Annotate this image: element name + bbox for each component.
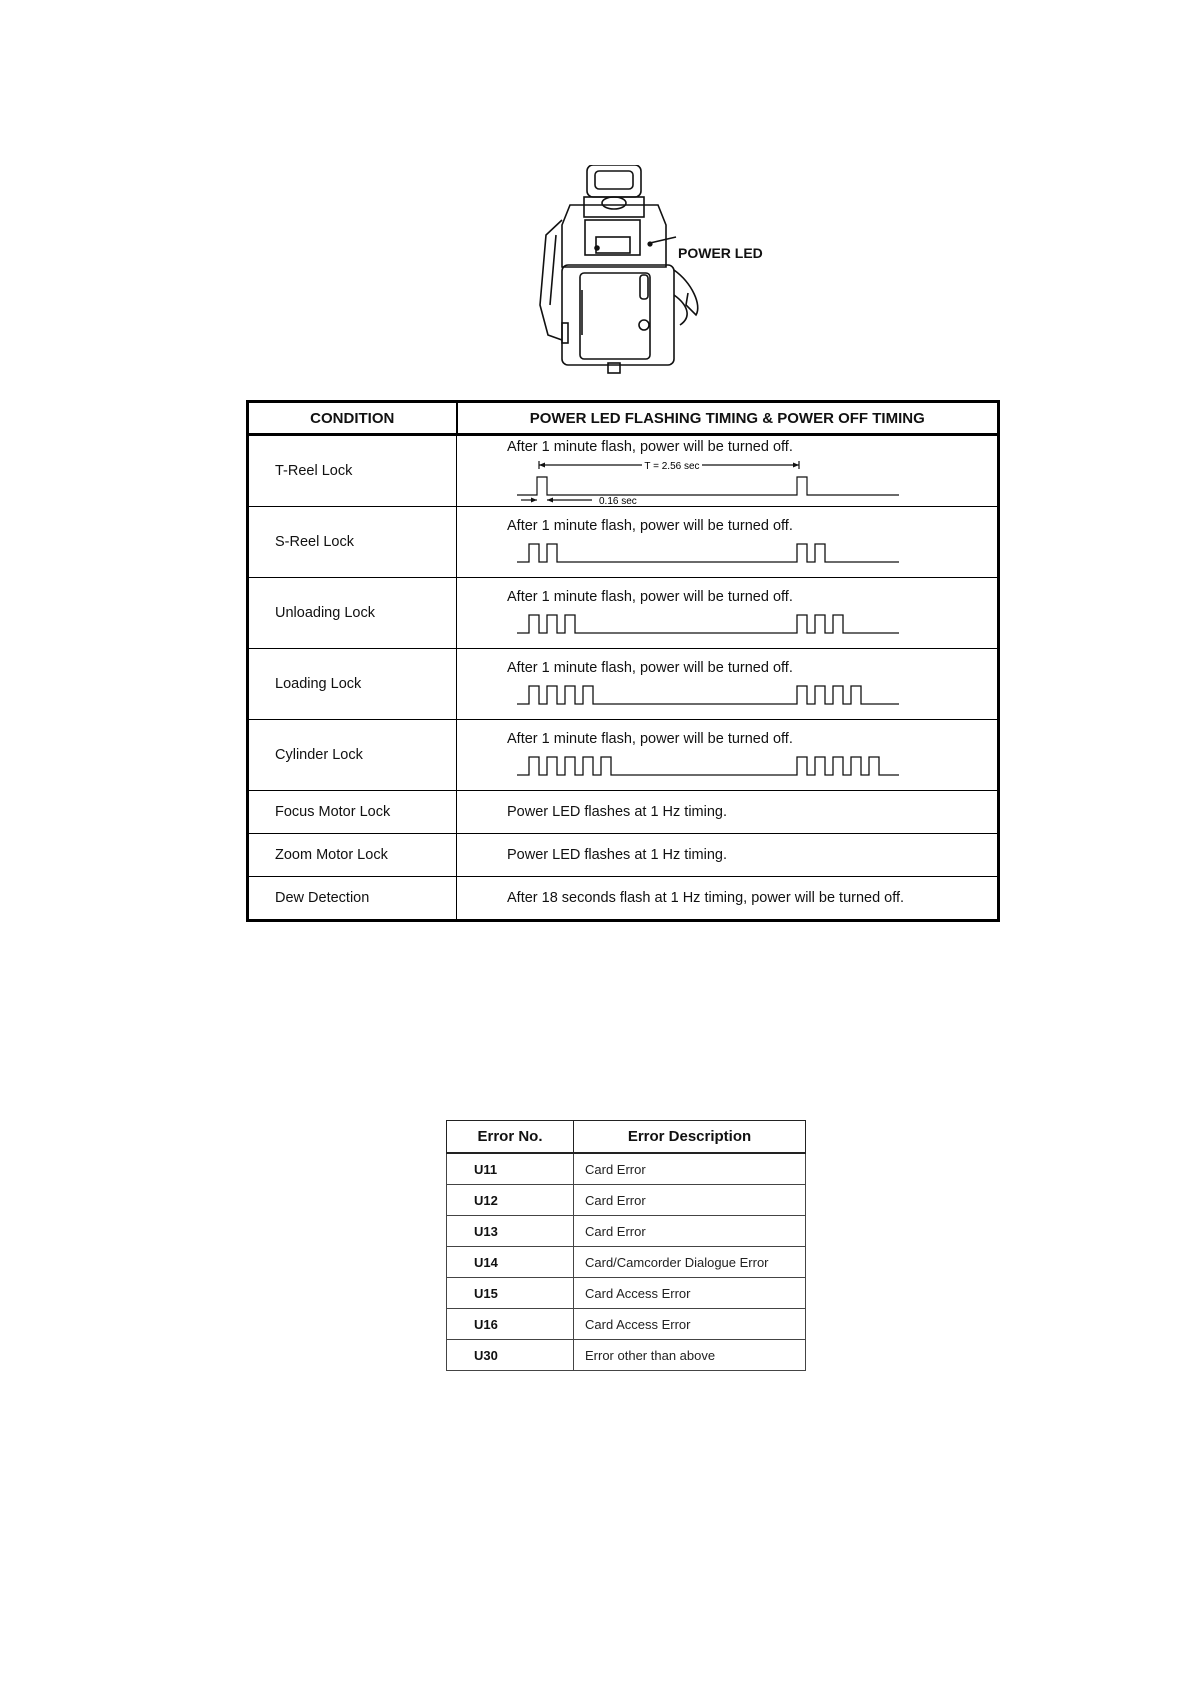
table-row bbox=[447, 1340, 806, 1371]
timing-cell bbox=[457, 507, 999, 578]
table-row bbox=[447, 1309, 806, 1340]
width-arrow-right bbox=[547, 498, 553, 503]
timing-cell bbox=[457, 578, 999, 649]
condition-header: CONDITION bbox=[248, 402, 457, 435]
power-led-callout: POWER LED bbox=[678, 245, 763, 261]
timing-cell bbox=[457, 649, 999, 720]
power-led-timing-table bbox=[246, 400, 1000, 922]
error-description: Card Access Error bbox=[574, 1309, 806, 1340]
timing-text: After 1 minute flash, power will be turned off. bbox=[507, 589, 793, 605]
error-description: Card Error bbox=[574, 1153, 806, 1185]
table-row bbox=[447, 1216, 806, 1247]
camcorder-figure bbox=[240, 165, 1000, 385]
timing-cell: Power LED flashes at 1 Hz timing. bbox=[457, 791, 999, 834]
condition-cell: Zoom Motor Lock bbox=[248, 834, 457, 877]
pulse-train-line bbox=[517, 615, 899, 633]
timing-cell bbox=[457, 720, 999, 791]
table-row bbox=[447, 1247, 806, 1278]
error-code: U15 bbox=[447, 1278, 574, 1309]
error-description: Card Access Error bbox=[574, 1278, 806, 1309]
error-description: Card Error bbox=[574, 1216, 806, 1247]
error-code: U12 bbox=[447, 1185, 574, 1216]
pulse-waveform bbox=[507, 538, 907, 568]
pulse-waveform bbox=[507, 751, 907, 781]
condition-cell: Unloading Lock bbox=[248, 578, 457, 649]
timing-cell bbox=[457, 435, 999, 507]
error-description-header: Error Description bbox=[574, 1121, 806, 1154]
period-arrow-right bbox=[793, 463, 799, 468]
condition-cell: Focus Motor Lock bbox=[248, 791, 457, 834]
error-code: U16 bbox=[447, 1309, 574, 1340]
pulse-width-label: 0.16 sec bbox=[599, 496, 637, 505]
timing-text: After 1 minute flash, power will be turned off. bbox=[507, 660, 793, 676]
error-header-row bbox=[447, 1121, 806, 1154]
pulse-train-line bbox=[517, 686, 899, 704]
timing-cell: Power LED flashes at 1 Hz timing. bbox=[457, 834, 999, 877]
error-code: U13 bbox=[447, 1216, 574, 1247]
error-code: U30 bbox=[447, 1340, 574, 1371]
timing-header-row bbox=[248, 402, 999, 435]
pulse-train-line bbox=[517, 544, 899, 562]
timing-row-unloading bbox=[248, 578, 999, 649]
error-no-header: Error No. bbox=[447, 1121, 574, 1154]
pulse-train-line bbox=[517, 757, 899, 775]
condition-cell: Cylinder Lock bbox=[248, 720, 457, 791]
timing-text: After 1 minute flash, power will be turned off. bbox=[507, 518, 793, 534]
timing-row-s-reel bbox=[248, 507, 999, 578]
period-arrow-left bbox=[539, 463, 545, 468]
table-row bbox=[447, 1185, 806, 1216]
timing-row-t-reel bbox=[248, 435, 999, 507]
timing-row-dew-detection bbox=[248, 877, 999, 921]
width-arrow-left bbox=[531, 498, 537, 503]
pulse-waveform bbox=[507, 680, 907, 710]
timing-row-loading bbox=[248, 649, 999, 720]
error-code-table bbox=[446, 1120, 806, 1371]
condition-cell: Loading Lock bbox=[248, 649, 457, 720]
timing-row-zoom-motor bbox=[248, 834, 999, 877]
timing-row-focus-motor bbox=[248, 791, 999, 834]
table-row bbox=[447, 1278, 806, 1309]
condition-cell: Dew Detection bbox=[248, 877, 457, 921]
error-code: U11 bbox=[447, 1153, 574, 1185]
timing-header: POWER LED FLASHING TIMING & POWER OFF TIMING bbox=[457, 402, 999, 435]
condition-cell: S-Reel Lock bbox=[248, 507, 457, 578]
error-code: U14 bbox=[447, 1247, 574, 1278]
pulse-waveform bbox=[507, 609, 907, 639]
period-label: T = 2.56 sec bbox=[644, 461, 700, 472]
error-description: Error other than above bbox=[574, 1340, 806, 1371]
condition-cell: T-Reel Lock bbox=[248, 435, 457, 507]
timing-text: After 1 minute flash, power will be turned off. bbox=[507, 731, 793, 747]
timing-text: After 1 minute flash, power will be turned off. bbox=[507, 439, 793, 455]
timing-cell: After 18 seconds flash at 1 Hz timing, power will be turned off. bbox=[457, 877, 999, 921]
t-reel-waveform bbox=[507, 459, 907, 505]
error-description: Card/Camcorder Dialogue Error bbox=[574, 1247, 806, 1278]
error-description: Card Error bbox=[574, 1185, 806, 1216]
table-row bbox=[447, 1153, 806, 1185]
camcorder-illustration bbox=[240, 165, 1000, 385]
timing-row-cylinder bbox=[248, 720, 999, 791]
